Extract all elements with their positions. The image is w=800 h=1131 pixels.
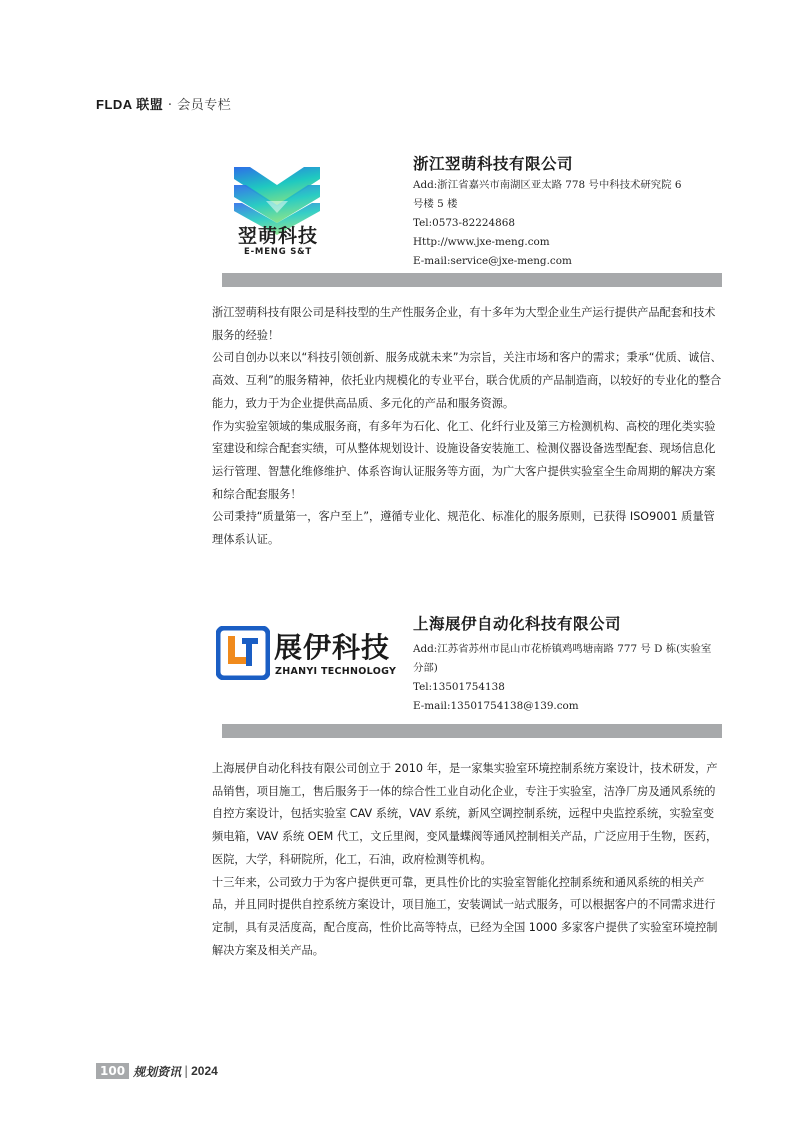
company-1-website: Http://www.jxe-meng.com xyxy=(413,236,550,248)
company-2-address-line-1: Add:江苏省苏州市昆山市花桥镇鸡鸣塘南路 777 号 D 栋(实验室 xyxy=(413,643,712,655)
company-1-paragraph: 公司自创办以来以“科技引领创新、服务成就未来”为宗旨，关注市场和客户的需求；秉承“优质、诚信、高效、互利”的服务精神，依托业内规模化的专业平台，联合优质的产品制造商，以较好的专业化的整合能力，致力于为企业提供高品质、多元化的产品和服务资源。 xyxy=(212,351,722,410)
zhanyi-logo xyxy=(216,624,397,684)
company-2-paragraph: 上海展伊自动化科技有限公司创立于 2010 年，是一家集实验室环境控制系统方案设计，技术研发，产品销售，项目施工，售后服务于一体的综合性工业自动化企业，专注于实验室，洁净厂房及通风系统的自控方案设计，包括实验室 CAV 系统，VAV 系统，新风空调控制系统，远程中央监控系统，实验室变频电箱，VAV 系统 OEM 代工，文丘里阀，变风量蝶阀等通风控制相关产品，广泛应用于生物，医药，医院，大学，科研院所，化工，石油，政府检测等机构。 xyxy=(212,762,718,866)
magazine-name: 规划资讯 xyxy=(133,1064,182,1079)
company-2-divider-bar xyxy=(222,724,722,738)
company-1-email: E-mail:service@jxe-meng.com xyxy=(413,255,572,267)
company-1-name: 浙江翌萌科技有限公司 xyxy=(413,155,574,173)
footer-separator: | xyxy=(184,1064,189,1078)
company-1-paragraph: 浙江翌萌科技有限公司是科技型的生产性服务企业，有十多年为大型企业生产运行提供产品配套和技术服务的经验！ xyxy=(212,306,716,342)
company-2-address-line-2: 分部) xyxy=(413,662,438,674)
company-1-description xyxy=(212,302,724,552)
page-header xyxy=(96,94,231,113)
emeng-logo-sub: E-MENG S&T xyxy=(244,247,312,257)
emeng-logo xyxy=(222,155,332,263)
company-2-email: E-mail:13501754138@139.com xyxy=(413,700,579,712)
company-1-tel: Tel:0573-82224868 xyxy=(413,217,515,229)
zhanyi-logo-icon xyxy=(216,626,270,680)
company-1-address-line-2: 号楼 5 楼 xyxy=(413,198,458,210)
company-2-paragraph: 十三年来，公司致力于为客户提供更可靠，更具性价比的实验室智能化控制系统和通风系统的相关产品，并且同时提供自控系统方案设计，项目施工，安装调试一站式服务，可以根据客户的不同需求进行定制，具有灵活度高，配合度高，性价比高等特点，已经为全国 1000 多家客户提供了实验室环境控制解决方案及相关产品。 xyxy=(212,875,718,957)
company-2-tel: Tel:13501754138 xyxy=(413,681,505,693)
company-2-description xyxy=(212,758,724,962)
header-section: 会员专栏 xyxy=(177,98,232,113)
company-1-info xyxy=(413,176,681,271)
zhanyi-logo-text: 展伊科技 xyxy=(274,631,391,664)
company-1-address-line-1: Add:浙江省嘉兴市南湖区亚太路 778 号中科技术研究院 6 xyxy=(413,179,682,191)
company-1-paragraph: 作为实验室领域的集成服务商，有多年为石化、化工、化纤行业及第三方检测机构、高校的理化类实验室建设和综合配套实绩，可从整体规划设计、设施设备安装施工、检测仪器设备选型配套、现场信息化运行管理、智慧化维修维护、体系咨询认证服务等方面，为广大客户提供实验室全生命周期的解决方案和综合配套服务！ xyxy=(212,419,716,501)
emeng-logo-text: 翌萌科技 xyxy=(237,225,318,247)
company-1-paragraph: 公司秉持“质量第一，客户至上”，遵循专业化、规范化、标准化的服务原则，已获得 ISO9001 质量管理体系认证。 xyxy=(212,510,715,547)
zhanyi-logo-sub: ZHANYI TECHNOLOGY xyxy=(275,666,397,677)
page-footer xyxy=(96,1062,218,1080)
company-2-name: 上海展伊自动化科技有限公司 xyxy=(413,615,622,633)
header-brand: FLDA 联盟 xyxy=(96,97,164,112)
page-number: 100 xyxy=(96,1063,129,1079)
company-1-divider-bar xyxy=(222,273,722,287)
company-2-info xyxy=(413,640,711,716)
header-dot: · xyxy=(163,98,178,113)
footer-year: 2024 xyxy=(191,1064,218,1078)
